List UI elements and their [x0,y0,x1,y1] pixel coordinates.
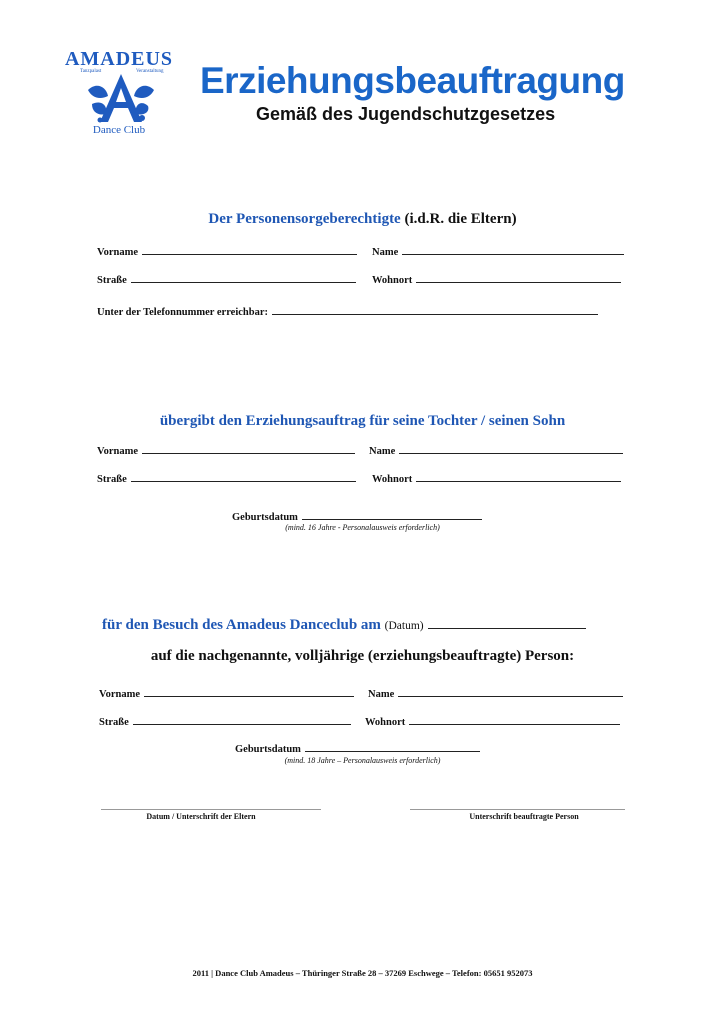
section2-heading: übergibt den Erziehungsauftrag für seine Tochter / seinen Sohn [159,413,566,429]
s2-name-field[interactable] [369,444,623,457]
logo-sub-left: Tanzpalast [80,69,102,74]
logo-emblem-icon [86,70,156,126]
s3-name-field[interactable] [368,687,623,700]
s1-name-line[interactable] [402,245,624,255]
s1-telefon-field[interactable] [97,305,598,318]
signature-label-guardian: Unterschrift beauftragte Person [469,812,579,821]
s2-age-note: (mind. 16 Jahre - Personalausweis erforderlich) [285,523,440,532]
section3-heading [102,617,586,634]
section1-heading-blue: Der Personensorgeberechtigte [208,211,401,227]
s2-vorname-field[interactable] [97,444,355,457]
s3-name-line[interactable] [398,687,623,697]
s2-geburtsdatum-field[interactable] [232,510,482,523]
signature-line-guardian[interactable] [410,809,625,810]
s1-telefon-label: Unter der Telefonnummer erreichbar: [97,307,268,318]
footer-text: 2011 | Dance Club Amadeus – Thüringer Straße 28 – 37269 Eschwege – Telefon: 05651 952073 [192,968,533,978]
section1-heading [0,211,725,228]
amadeus-logo [62,48,182,138]
s3-wohnort-line[interactable] [409,715,620,725]
s1-wohnort-field[interactable] [372,273,621,286]
s3-vorname-line[interactable] [144,687,354,697]
signature-line-parents[interactable] [101,809,321,810]
s2-geburtsdatum-line[interactable] [302,510,482,520]
s3-wohnort-label: Wohnort [365,717,406,728]
s1-strasse-line[interactable] [131,273,356,283]
logo-sub-right: Veranstaltung [136,69,164,74]
logo-club: Dance Club [92,124,146,136]
s3-vorname-label: Vorname [99,689,141,700]
s2-wohnort-field[interactable] [372,472,621,485]
s1-wohnort-line[interactable] [416,273,621,283]
s1-telefon-line[interactable] [272,305,598,315]
s2-name-label: Name [369,446,396,457]
section3-heading2: auf die nachgenannte, volljährige (erziehungsbeauftragte) Person: [150,648,575,664]
s2-vorname-line[interactable] [142,444,355,454]
page-title: Erziehungsbeauftragung [200,60,625,101]
signature-label-parents: Datum / Unterschrift der Eltern [146,812,256,821]
s3-datum-label: (Datum) [384,620,424,632]
s1-vorname-field[interactable] [97,245,357,258]
logo-name: AMADEUS [64,48,174,70]
s1-name-field[interactable] [372,245,624,258]
s2-strasse-label: Straße [97,474,127,485]
s3-strasse-line[interactable] [133,715,351,725]
s2-strasse-field[interactable] [97,472,356,485]
s3-geburtsdatum-line[interactable] [305,742,480,752]
s3-age-note: (mind. 18 Jahre – Personalausweis erforderlich) [284,756,441,765]
s2-vorname-label: Vorname [97,446,139,457]
s3-geburtsdatum-label: Geburtsdatum [235,744,301,755]
s3-vorname-field[interactable] [99,687,354,700]
s2-name-line[interactable] [399,444,623,454]
s1-strasse-label: Straße [97,275,127,286]
s1-wohnort-label: Wohnort [372,275,413,286]
s3-name-label: Name [368,689,395,700]
s1-vorname-line[interactable] [142,245,357,255]
s3-strasse-field[interactable] [99,715,351,728]
section1-heading-black: (i.d.R. die Eltern) [404,211,517,227]
s3-strasse-label: Straße [99,717,129,728]
s3-wohnort-field[interactable] [365,715,620,728]
s2-geburtsdatum-label: Geburtsdatum [232,512,298,523]
s1-strasse-field[interactable] [97,273,356,286]
s2-wohnort-line[interactable] [416,472,621,482]
section3-heading-blue: für den Besuch des Amadeus Danceclub am [102,617,381,633]
s3-geburtsdatum-field[interactable] [235,742,480,755]
s2-wohnort-label: Wohnort [372,474,413,485]
s3-datum-line[interactable] [428,617,586,629]
s2-strasse-line[interactable] [131,472,356,482]
s1-vorname-label: Vorname [97,247,139,258]
s1-name-label: Name [372,247,399,258]
page-subtitle: Gemäß des Jugendschutzgesetzes [256,104,556,124]
